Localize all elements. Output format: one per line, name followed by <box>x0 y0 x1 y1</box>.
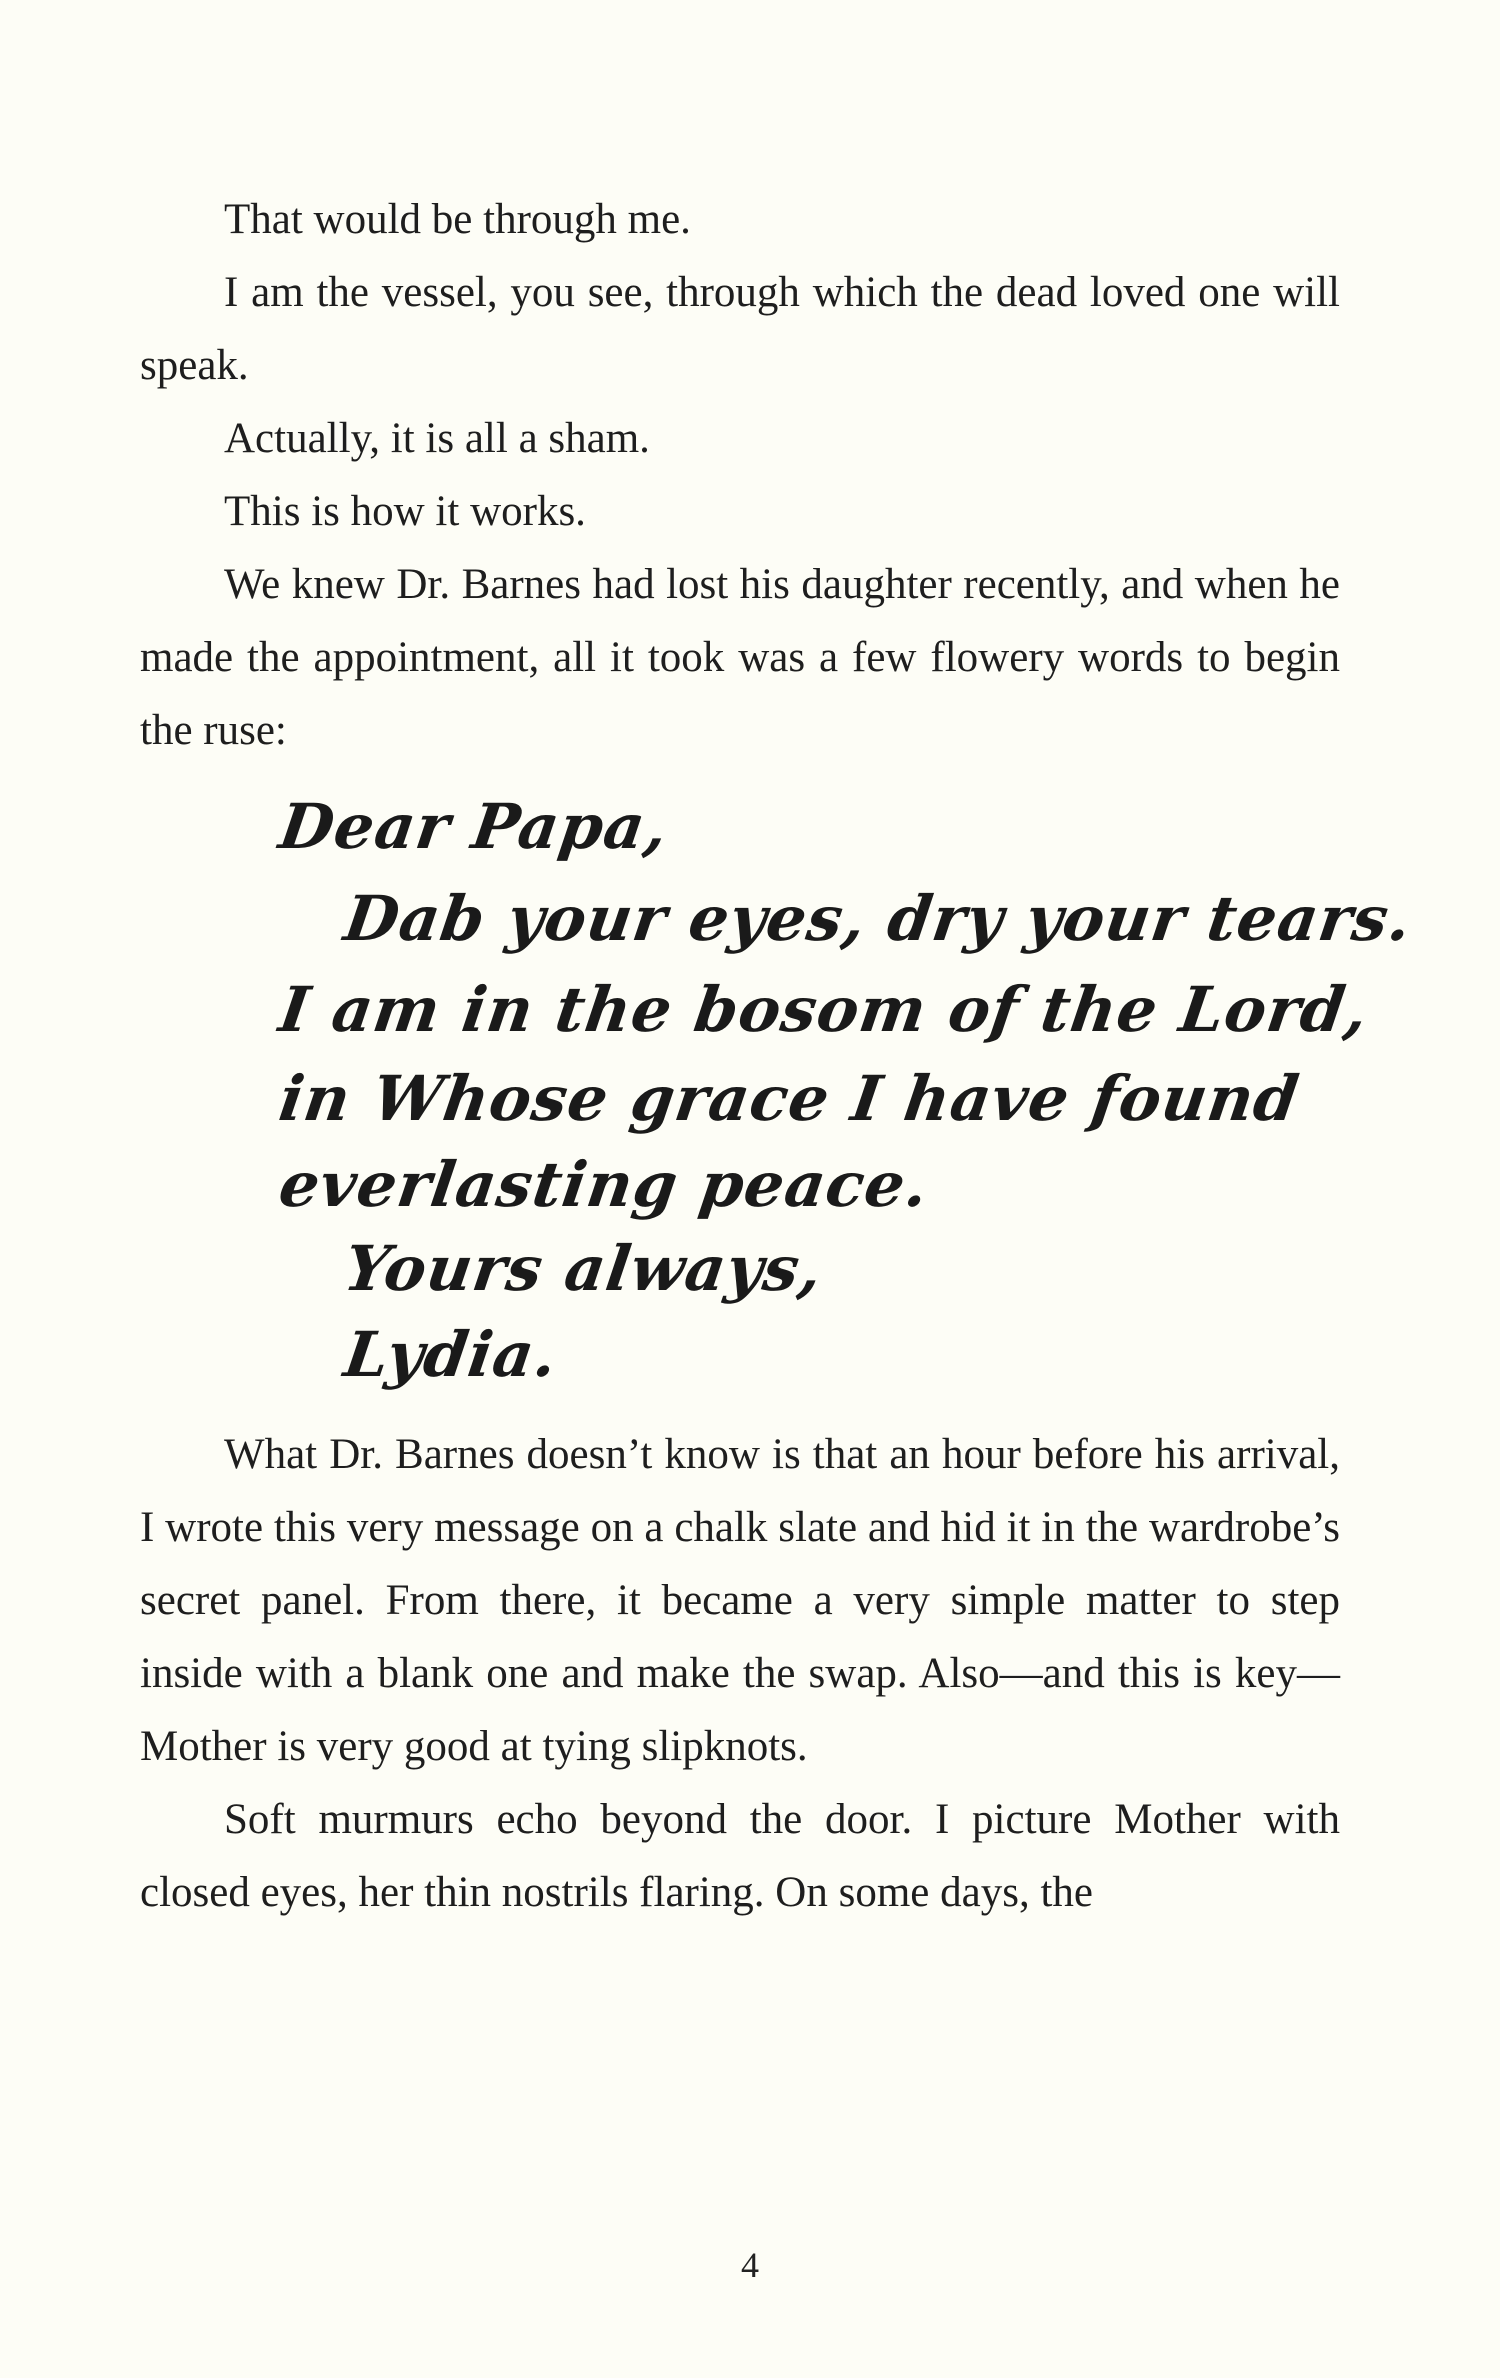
paragraph: We knew Dr. Barnes had lost his daughter recently, and when he made the appointment, all it took was a few flowery words to begin the ruse: <box>140 561 1340 754</box>
page-number: 4 <box>741 2245 759 2285</box>
paragraph: Soft murmurs echo beyond the door. I picture Mother with closed eyes, her thin nostrils flaring. On some days, the <box>140 1796 1340 1916</box>
paragraph: That would be through me. <box>224 196 691 243</box>
letter-line: Dab your eyes, dry your tears. <box>339 882 1417 955</box>
paragraph: Actually, it is all a sham. <box>224 415 650 462</box>
paragraph: I am the vessel, you see, through which the dead loved one will speak. <box>140 269 1340 389</box>
letter-line: everlasting peace. <box>274 1148 934 1221</box>
body-text <box>140 1418 1340 1929</box>
letter-signature: Lydia. <box>339 1318 563 1391</box>
letter-line: in Whose grace I have found <box>274 1062 1304 1135</box>
letter-line: I am in the bosom of the Lord, <box>274 973 1374 1046</box>
paragraph: This is how it works. <box>224 488 586 535</box>
letter-closing: Yours always, <box>339 1232 828 1305</box>
paragraph: What Dr. Barnes doesn’t know is that an hour before his arrival, I wrote this very message on a chalk slate and hid it in the wardrobe’s secret panel. From there, it became a very simple matter to step inside with a blank one and make the swap. Also—and this is key—Mother is very good at tying slipknots. <box>140 1431 1340 1770</box>
letter-salutation: Dear Papa, <box>274 790 674 863</box>
